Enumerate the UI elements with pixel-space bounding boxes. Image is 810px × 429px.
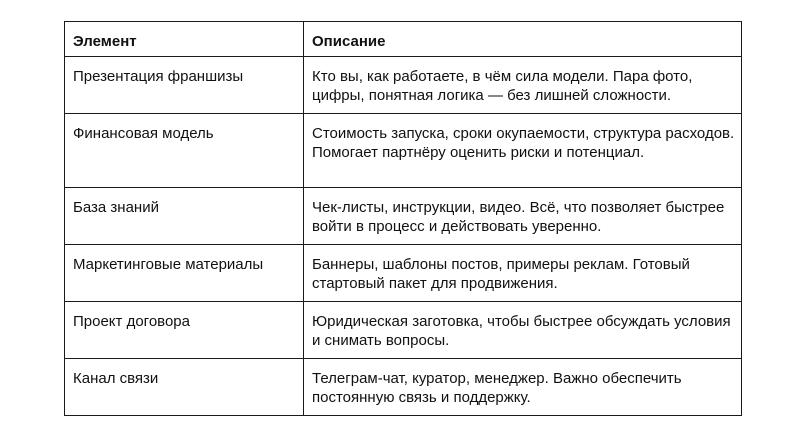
- table-row: [65, 57, 742, 114]
- table-row: [65, 114, 742, 188]
- description-cell: Юридическая заготовка, чтобы быстрее обсуждать условия и снимать вопросы.: [304, 302, 742, 359]
- column-header-element: Элемент: [65, 22, 304, 57]
- description-cell: Кто вы, как работаете, в чём сила модели. Пара фото, цифры, понятная логика — без лишней сложности.: [304, 57, 742, 114]
- element-cell: Презентация франшизы: [65, 57, 304, 114]
- description-cell: Чек-листы, инструкции, видео. Всё, что позволяет быстрее войти в процесс и действовать уверенно.: [304, 188, 742, 245]
- description-cell: Стоимость запуска, сроки окупаемости, структура расходов. Помогает партнёру оценить риски и потенциал.: [304, 114, 742, 188]
- column-header-description: Описание: [304, 22, 742, 57]
- table-row: [65, 359, 742, 416]
- table-row: [65, 188, 742, 245]
- table-header: [65, 22, 742, 57]
- element-cell: Проект договора: [65, 302, 304, 359]
- description-cell: Телеграм-чат, куратор, менеджер. Важно обеспечить постоянную связь и поддержку.: [304, 359, 742, 416]
- description-cell: Баннеры, шаблоны постов, примеры реклам. Готовый стартовый пакет для продвижения.: [304, 245, 742, 302]
- element-cell: Финансовая модель: [65, 114, 304, 188]
- header-row: [65, 22, 742, 57]
- table-row: [65, 302, 742, 359]
- table-row: [65, 245, 742, 302]
- franchise-elements-table: [64, 21, 742, 416]
- table-body: [65, 57, 742, 416]
- element-cell: Канал связи: [65, 359, 304, 416]
- element-cell: Маркетинговые материалы: [65, 245, 304, 302]
- element-cell: База знаний: [65, 188, 304, 245]
